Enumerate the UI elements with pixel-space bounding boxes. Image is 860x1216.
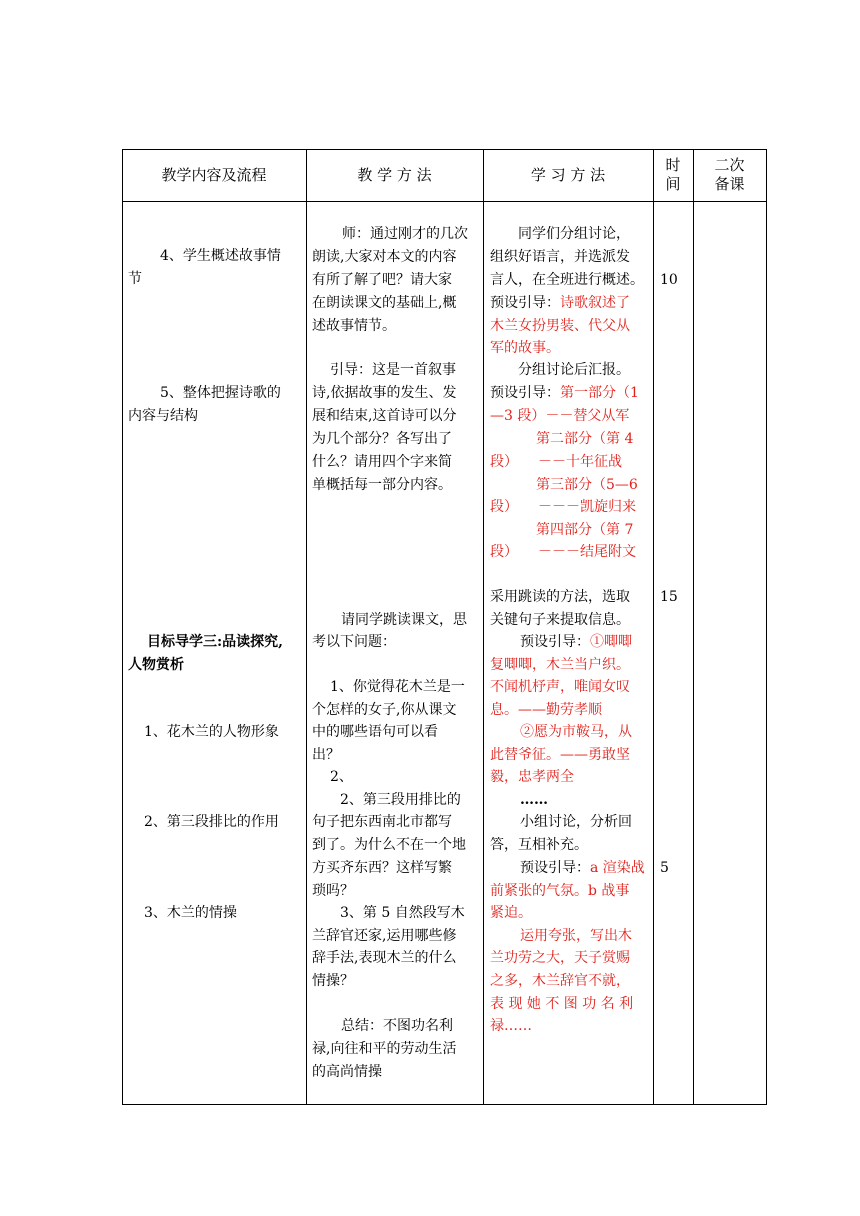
part-4-summary: －－－结尾附文: [538, 544, 636, 560]
part-3-seg: 段）: [490, 499, 518, 515]
method-p4-line10: 琐吗？: [312, 883, 354, 899]
table-border-bottom: [122, 1104, 767, 1105]
time-10: 10: [660, 272, 678, 288]
learn-d-line2: 答，互相补充。: [490, 837, 588, 853]
part-1-start: 第一部分（1: [560, 385, 639, 401]
header-teaching-method-label: 教 学 方 法: [357, 165, 432, 184]
lesson-plan-table: [122, 149, 767, 1105]
method-p5-line3: 的高尚情操: [312, 1064, 382, 1080]
method-p1-line3: 有所了解了吧？请大家: [312, 272, 452, 288]
method-p3-line1: 请同学跳读课文，思: [341, 612, 467, 628]
quote-2-line3: 毅，忠孝两全: [490, 769, 574, 785]
item-5-line2: 内容与结构: [128, 408, 198, 424]
learn-a-line1: 同学们分组讨论，: [518, 226, 630, 242]
method-p1-line2: 朗读,大家对本文的内容: [312, 249, 457, 265]
quote-1-line3: 不闻机杼声，唯闻女叹: [490, 679, 630, 695]
learn-a-line2: 组织好语言，并选派发: [490, 249, 630, 265]
learn-a-line5: 木兰女扮男装、代父从: [490, 318, 630, 334]
header-content-flow: [122, 149, 306, 201]
method-p4-line6: 2、第三段用排比的: [340, 792, 461, 808]
header-content-flow-label: 教学内容及流程: [161, 165, 267, 184]
method-p1-line1: 师：通过刚才的几次: [342, 226, 468, 242]
header-teaching-method: [306, 149, 483, 201]
method-p2-line1: 引导：这是一首叙事: [330, 362, 456, 378]
quote-1-start: ①唧唧: [590, 634, 632, 650]
quote-1-line2: 复唧唧，木兰当户织。: [490, 657, 630, 673]
quote-1-line4: 息。——勤劳孝顺: [490, 702, 602, 718]
learn-a-line3: 言人，在全班进行概述。: [490, 272, 644, 288]
method-p4-line7: 句子把东西南北市都写: [312, 814, 452, 830]
part-2-line: [490, 451, 622, 474]
method-p2-line3: 展和结束,这首诗可以分: [312, 408, 457, 424]
method-p4-line1: 1、你觉得花木兰是一: [330, 679, 465, 695]
method-p5-line2: 禄,向往和平的劳动生活: [312, 1041, 457, 1057]
preset-guide-label: 预设引导：: [490, 385, 560, 401]
answer-a-start: a 渲染战: [590, 860, 645, 876]
header-divider: [122, 201, 767, 202]
learn-d-line3: [520, 857, 645, 880]
sub-item-1: 1、花木兰的人物形象: [144, 724, 279, 740]
quote-2-line2: 此替爷征。——勇敢坚: [490, 747, 630, 763]
part-3-start: 第三部分（5—6: [536, 477, 638, 493]
learn-a-line6: 军的故事。: [490, 340, 560, 356]
part-2-summary: －－十年征战: [538, 454, 622, 470]
table-border-right: [766, 149, 767, 1105]
method-p3-line2: 考以下问题：: [312, 634, 396, 650]
header-second-prep-line1: 二次: [714, 156, 745, 174]
part-2-start: 第二部分（第 4: [536, 431, 634, 447]
column-divider-2: [483, 149, 484, 1105]
method-p2-line6: 单概括每一部分内容。: [312, 477, 452, 493]
column-divider-3: [653, 149, 654, 1105]
learn-b-line1: 分组讨论后汇报。: [518, 362, 630, 378]
table-border-left: [122, 149, 123, 1105]
item-5-line1: 5、整体把握诗歌的: [160, 385, 281, 401]
header-time-line1: 时: [665, 156, 681, 174]
learn-c-line1: 采用跳读的方法，选取: [490, 589, 630, 605]
method-p4-line12: 兰辞官还家,运用哪些修: [312, 928, 457, 944]
method-p2-line2: 诗,依据故事的发生、发: [312, 385, 457, 401]
method-p4-line9: 方买齐东西？这样写繁: [312, 860, 452, 876]
header-second-prep-line2: 备课: [714, 175, 745, 193]
quote-2-line1: ②愿为市鞍马，从: [520, 724, 632, 740]
answer-line2: 前紧张的气氛。b 战事: [490, 883, 630, 899]
method-p4-line3: 中的哪些语句可以看: [312, 724, 438, 740]
sub-item-2: 2、第三段排比的作用: [144, 814, 279, 830]
method-p5-line1: 总结：不图功名利: [341, 1018, 453, 1034]
item-4-line1: 4、学生概述故事情: [160, 248, 281, 264]
learn-c-line3: [520, 631, 632, 654]
learn-e-line1: 运用夸张，写出木: [520, 928, 632, 944]
header-learning-method: [483, 149, 653, 201]
part-4-start: 第四部分（第 7: [536, 522, 634, 538]
learn-a-line4: [490, 292, 630, 315]
part-3-line: [490, 496, 636, 519]
time-5: 5: [660, 860, 669, 876]
sub-item-3: 3、木兰的情操: [144, 905, 237, 921]
learn-d-line1: 小组讨论，分析回: [520, 814, 632, 830]
preset-guide-label: 预设引导：: [520, 860, 590, 876]
header-time-line2: 间: [665, 175, 681, 193]
goal-3-line2: 人物赏析: [128, 657, 184, 673]
method-p4-line14: 情操？: [312, 973, 354, 989]
header-learning-method-label: 学 习 方 法: [530, 165, 606, 184]
learn-e-line3: 之多，木兰辞官不就，: [490, 973, 630, 989]
method-p4-line2: 个怎样的女子,你从课文: [312, 702, 457, 718]
method-p4-line8: 到了。为什么不在一个地: [312, 837, 466, 853]
column-divider-1: [306, 149, 307, 1105]
preset-guide-label: 预设引导：: [520, 634, 590, 650]
item-4-line2: 节: [128, 271, 142, 287]
method-p1-line5: 述故事情节。: [312, 318, 396, 334]
learn-e-line4: 表 现 她 不 图 功 名 利: [490, 996, 634, 1012]
method-p2-line4: 为几个部分？各写出了: [312, 431, 452, 447]
preset-guide-answer: 诗歌叙述了: [560, 295, 630, 311]
learn-b-line2: [490, 382, 639, 405]
time-15: 15: [660, 589, 678, 605]
method-p4-line11: 3、第 5 自然段写木: [340, 905, 465, 921]
header-second-prep: [693, 149, 766, 201]
method-p4-line5: 2、: [330, 769, 353, 785]
column-divider-4: [693, 149, 694, 1105]
method-p4-line13: 辞手法,表现木兰的什么: [312, 950, 457, 966]
learn-e-line2: 兰功劳之大，天子赏赐: [490, 950, 630, 966]
method-p2-line5: 什么？请用四个字来简: [312, 454, 452, 470]
ellipsis: ……: [520, 792, 548, 808]
part-2-seg: 段）: [490, 454, 518, 470]
method-p1-line4: 在朗读课文的基础上,概: [312, 295, 457, 311]
learn-e-line5: 禄……: [490, 1018, 532, 1034]
part-3-summary: －－－凯旋归来: [538, 499, 636, 515]
method-p4-line4: 出？: [312, 747, 340, 763]
answer-line3: 紧迫。: [490, 905, 532, 921]
header-time: [653, 149, 693, 201]
goal-3-line1: 目标导学三:品读探究,: [147, 634, 284, 650]
part-4-line: [490, 541, 636, 564]
part-1-summary: —3 段）－－替父从军: [490, 408, 630, 424]
preset-guide-label: 预设引导：: [490, 295, 560, 311]
learn-c-line2: 关键句子来提取信息。: [490, 612, 630, 628]
part-4-seg: 段）: [490, 544, 518, 560]
